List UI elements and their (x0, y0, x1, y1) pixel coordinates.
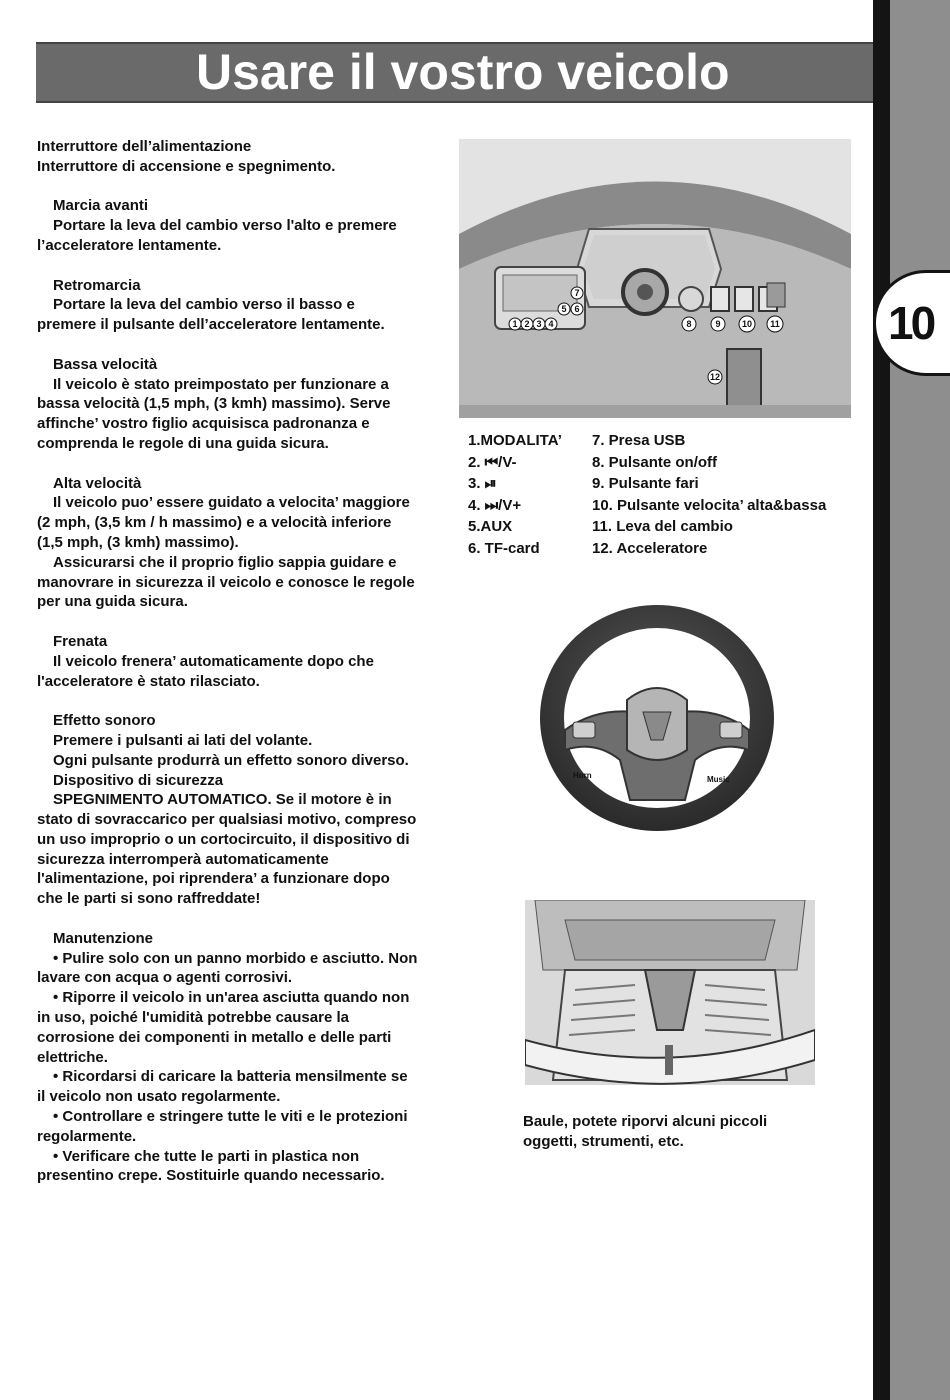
trunk-caption-line: Baule, potete riporvi alcuni piccoli (523, 1113, 768, 1130)
music-label: Music (707, 775, 730, 784)
maintenance-line: in uso, poiché l'umidità potrebbe causare la (37, 1009, 349, 1027)
brake-line: l'acceleratore è stato rilasciato. (37, 672, 260, 690)
sound-heading: Effetto sonoro (53, 712, 156, 730)
forward-line: l’acceleratore lentamente. (37, 236, 222, 254)
dashboard-callout: 4 (548, 319, 554, 329)
legend-item: 11. Leva del cambio (592, 518, 733, 536)
maintenance-line: • Riporre il veicolo in un'area asciutta quando non (53, 989, 410, 1007)
safety-line: l'alimentazione, poi riprendera’ a funzionare dopo (37, 870, 390, 888)
high-speed-line: Il veicolo puo’ essere guidato a velocita’ maggiore (53, 494, 410, 512)
low-speed-line: Il veicolo è stato preimpostato per funzionare a (53, 375, 389, 393)
legend-item: 4. ⏭/V+ (468, 496, 522, 514)
brake-line: Il veicolo frenera’ automaticamente dopo che (53, 652, 374, 670)
page-title: Usare il vostro veicolo (196, 44, 730, 100)
steering-wheel-image (535, 600, 780, 840)
reverse-heading: Retromarcia (53, 276, 141, 294)
dashboard-callout: 12 (709, 372, 721, 382)
dashboard-callout: 5 (561, 304, 567, 314)
reverse-line: Portare la leva del cambio verso il basso e (53, 296, 355, 314)
low-speed-heading: Bassa velocità (53, 355, 158, 373)
page-edge-grey (890, 0, 950, 1400)
trunk-image (525, 900, 815, 1085)
maintenance-line: • Ricordarsi di caricare la batteria mensilmente se (53, 1068, 408, 1086)
maintenance-line: • Pulire solo con un panno morbido e asciutto. Non (53, 949, 418, 967)
safety-line: un uso improprio o un cortocircuito, il dispositivo di (37, 830, 410, 848)
dashboard-callout: 9 (715, 319, 721, 329)
maintenance-line: • Controllare e stringere tutte le viti e le protezioni (53, 1108, 408, 1126)
safety-line: sicurezza interromperà automaticamente (37, 850, 329, 868)
maintenance-line: presentino crepe. Sostituirle quando necessario. (37, 1167, 385, 1185)
low-speed-line: bassa velocità (1,5 mph, (3 kmh) massimo). Serve (37, 395, 391, 413)
dashboard-image (459, 139, 851, 418)
brake-heading: Frenata (53, 632, 108, 650)
dashboard-callout: 2 (524, 319, 530, 329)
maintenance-line: lavare con acqua o agenti corrosivi. (37, 969, 293, 987)
safety-line: che le parti si sono raffreddate! (37, 890, 261, 908)
legend-item: 8. Pulsante on/off (592, 453, 718, 471)
power-heading: Interruttore dell’alimentazione (37, 138, 252, 155)
safety-line: SPEGNIMENTO AUTOMATICO. Se il motore è in (53, 791, 392, 809)
legend-right (592, 430, 862, 560)
legend-item: 9. Pulsante fari (592, 475, 699, 493)
trunk-caption-line: oggetti, strumenti, etc. (523, 1133, 684, 1150)
page-edge-black (873, 0, 890, 1400)
forward-heading: Marcia avanti (53, 197, 149, 215)
sound-line: Premere i pulsanti ai lati del volante. (53, 731, 313, 749)
forward-line: Portare la leva del cambio verso l'alto e premere (53, 217, 397, 235)
power-text: Interruttore di accensione e spegnimento. (37, 157, 336, 175)
low-speed-line: affinche’ vostro figlio acquisisca padronanza e (37, 415, 370, 433)
high-speed-line: Assicurarsi che il proprio figlio sappia guidare e (53, 553, 397, 571)
low-speed-line: comprenda le regole di una guida sicura. (37, 434, 329, 452)
high-speed-line: (1,5 mph, (3 kmh) massimo). (37, 533, 239, 551)
maintenance-heading: Manutenzione (53, 929, 153, 947)
title-bar (36, 42, 873, 103)
instructions-column (37, 137, 457, 1186)
dashboard-callout: 3 (536, 319, 542, 329)
maintenance-line: il veicolo non usato regolarmente. (37, 1088, 281, 1106)
safety-line: stato di sovraccarico per qualsiasi motivo, compreso (37, 811, 417, 829)
legend-item: 2. ⏮/V- (468, 453, 517, 471)
legend-item: 5.AUX (468, 518, 513, 536)
legend-item: 1.MODALITA’ (468, 432, 562, 449)
safety-heading: Dispositivo di sicurezza (53, 771, 224, 789)
dashboard-callout: 10 (741, 319, 753, 329)
trunk-caption (523, 1112, 823, 1152)
dashboard-callout: 7 (574, 288, 580, 298)
maintenance-line: corrosione dei componenti in metallo e delle parti (37, 1028, 392, 1046)
high-speed-line: per una guida sicura. (37, 593, 188, 611)
high-speed-heading: Alta velocità (53, 474, 142, 492)
dashboard-callout: 1 (512, 319, 518, 329)
legend-item: 6. TF-card (468, 539, 540, 557)
legend-item: 12. Acceleratore (592, 539, 708, 557)
page-number: 10 (888, 297, 934, 349)
legend-item: 10. Pulsante velocita’ alta&bassa (592, 496, 827, 514)
maintenance-line: • Verificare che tutte le parti in plastica non (53, 1147, 360, 1165)
maintenance-line: regolarmente. (37, 1127, 137, 1145)
reverse-line: premere il pulsante dell’acceleratore lentamente. (37, 316, 385, 334)
dashboard-callout: 8 (686, 319, 692, 329)
legend-item: 7. Presa USB (592, 432, 686, 449)
high-speed-line: (2 mph, (3,5 km / h massimo) e a velocità inferiore (37, 514, 392, 532)
dashboard-callout: 6 (574, 304, 580, 314)
maintenance-line: elettriche. (37, 1048, 108, 1066)
sound-line: Ogni pulsante produrrà un effetto sonoro diverso. (53, 751, 409, 769)
legend-item: 3. ⏯ (468, 475, 497, 493)
legend-left (468, 430, 588, 560)
horn-label: Horn (573, 771, 592, 780)
high-speed-line: manovrare in sicurezza il veicolo e conosce le regole (37, 573, 415, 591)
dashboard-callout: 11 (770, 319, 780, 329)
